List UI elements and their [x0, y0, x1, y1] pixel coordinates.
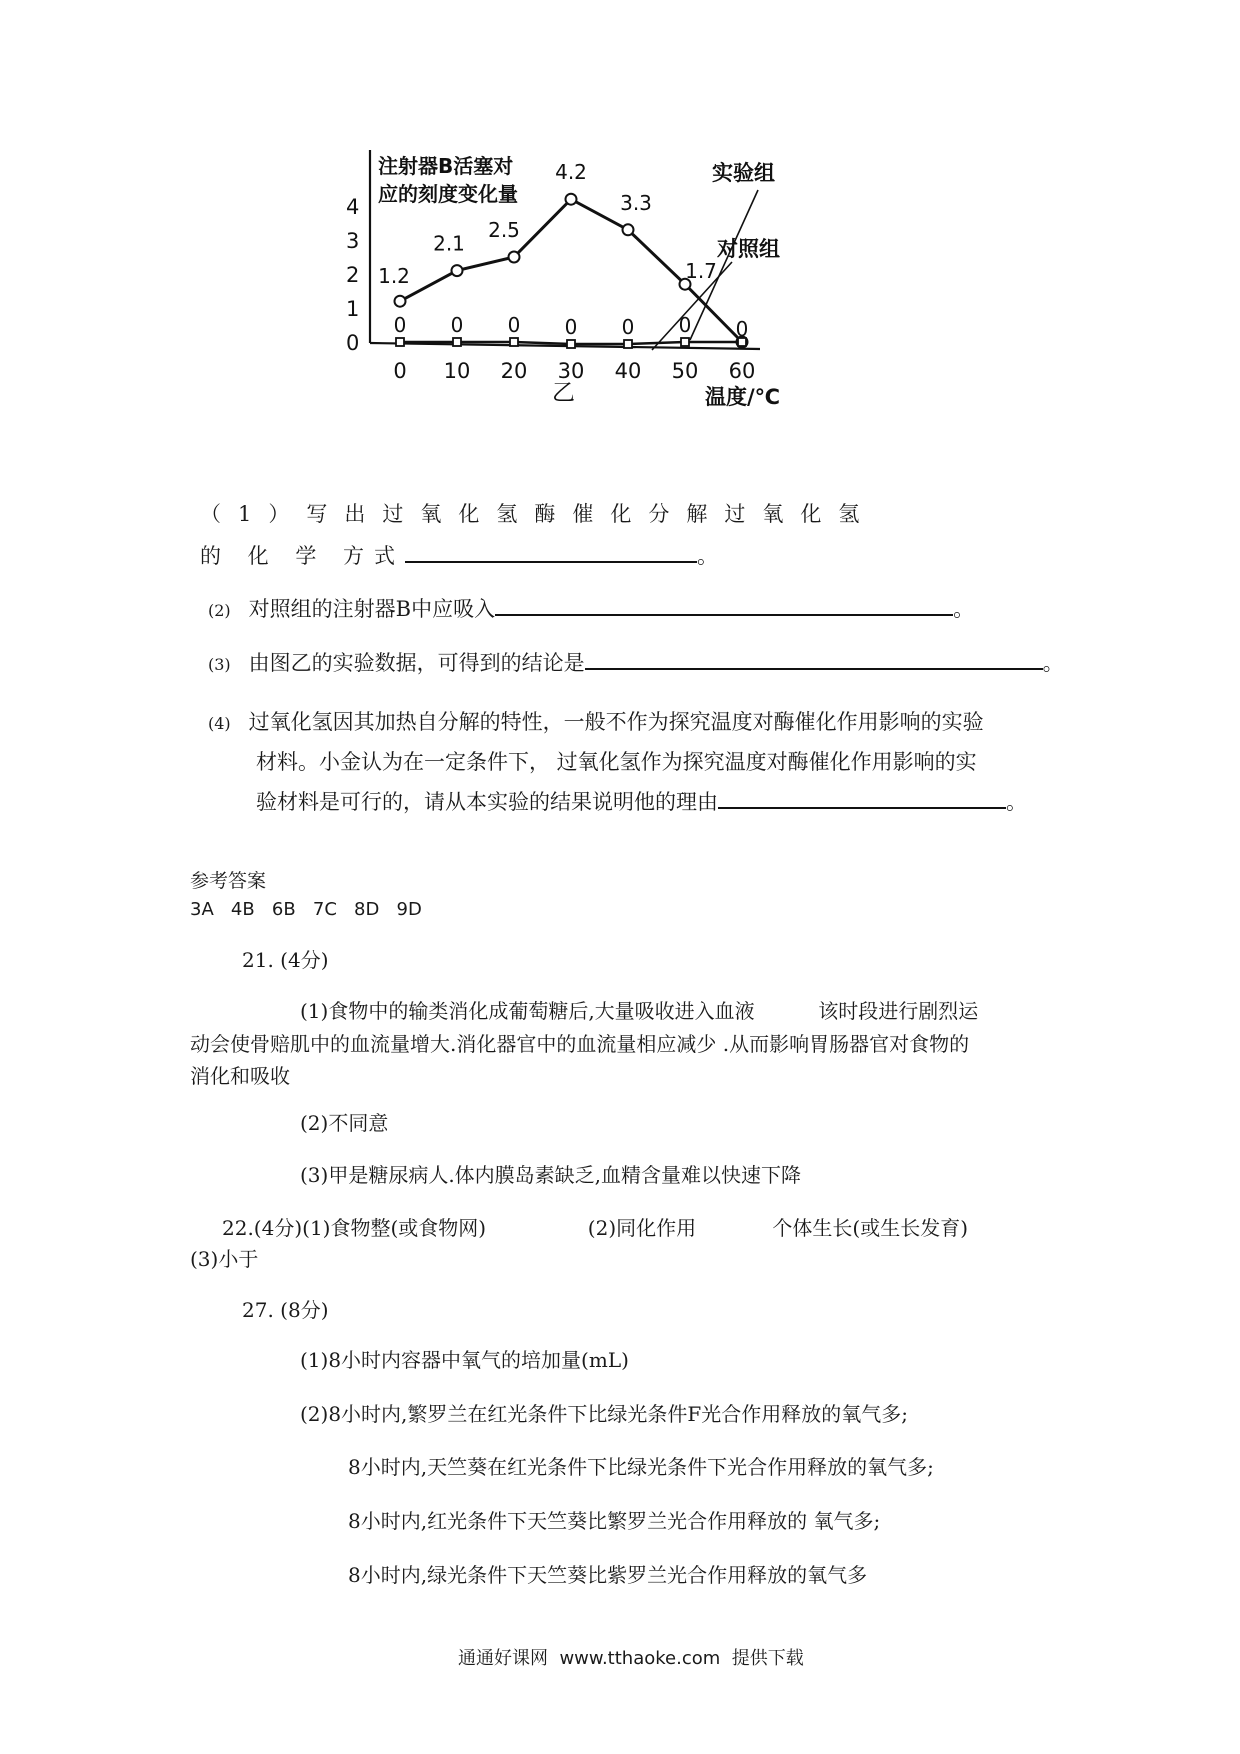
question-3	[208, 647, 1064, 677]
experimental-point	[452, 265, 463, 276]
question-3-period: 。	[1042, 651, 1064, 675]
question-4-text-3: 验材料是可行的，请从本实验的结果说明他的理由	[256, 790, 718, 814]
question-2-number: (2)	[208, 601, 231, 620]
answer-21-3: (3)甲是糖尿病人.体内膜岛素缺乏,血精含量难以快速下降	[300, 1163, 802, 1187]
page-footer: 通通好课网 www.tthaoke.com 提供下载	[458, 1648, 804, 1669]
control-data-label: 0	[393, 313, 407, 337]
control-data-label: 0	[507, 313, 521, 337]
x-tick-label: 0	[393, 359, 407, 383]
y-axis-label-line-2: 应的刻度变化量	[378, 182, 518, 206]
question-1-line-2	[200, 540, 718, 570]
experimental-data-label: 3.3	[620, 190, 652, 215]
question-4-period: 。	[1006, 790, 1027, 814]
answer-27-2: (2)8小时内,繁罗兰在红光条件下比绿光条件F光合作用释放的氧气多;	[300, 1402, 909, 1426]
question-4-number: (4)	[208, 714, 231, 733]
answer-27-3: 8小时内,天竺葵在红光条件下比绿光条件下光合作用释放的氧气多;	[348, 1455, 934, 1479]
answer-blank-3[interactable]	[585, 648, 1043, 670]
temperature-chart	[346, 150, 900, 470]
experimental-point	[509, 252, 520, 263]
answer-27-4: 8小时内,红光条件下天竺葵比繁罗兰光合作用释放的 氧气多;	[348, 1509, 881, 1533]
y-tick-label: 1	[346, 297, 360, 321]
question-4-text-1: 过氧化氢因其加热自分解的特性，一般不作为探究温度对酶催化作用影响的实验	[248, 710, 984, 734]
experimental-point	[395, 296, 406, 307]
experimental-data-label: 1.2	[378, 264, 410, 289]
control-data-label: 0	[564, 315, 578, 339]
question-2-text: 对照组的注射器B中应吸入	[248, 597, 496, 621]
x-tick-label: 40	[614, 359, 642, 383]
experimental-data-label: 0	[735, 317, 749, 341]
x-tick-label: 60	[728, 359, 756, 383]
x-tick-label: 20	[500, 359, 528, 383]
x-tick-label: 50	[671, 359, 699, 383]
question-3-text: 由图乙的实验数据，可得到的结论是	[248, 651, 585, 675]
answer-27-1: (1)8小时内容器中氧气的培加量(mL)	[300, 1348, 629, 1372]
control-point	[510, 338, 518, 346]
control-point	[453, 338, 461, 346]
control-data-label: 0	[621, 315, 635, 339]
question-1-text: 的 化 学 方式	[200, 544, 406, 568]
question-3-number: (3)	[208, 655, 231, 674]
y-tick-label: 2	[346, 263, 360, 287]
answer-blank-2[interactable]	[495, 594, 953, 616]
x-tick-label: 10	[443, 359, 471, 383]
control-point	[396, 338, 404, 346]
control-point	[681, 338, 689, 346]
y-tick-label: 3	[346, 229, 360, 253]
question-2-period: 。	[953, 597, 975, 621]
experimental-series-name: 实验组	[712, 161, 775, 185]
answer-21-1-line-1: (1)食物中的输类消化成葡萄糖后,大量吸收进入血液 该时段进行剧烈运	[300, 999, 979, 1023]
y-axis-label: 注射器B活塞对	[378, 154, 514, 178]
answer-27-heading: 27. (8分)	[242, 1298, 329, 1322]
control-point	[567, 340, 575, 348]
answers-heading: 参考答案	[190, 870, 267, 892]
answer-blank-1[interactable]	[405, 541, 697, 563]
question-1-period: 。	[697, 544, 719, 568]
answer-21-heading: 21. (4分)	[242, 948, 329, 972]
question-2	[208, 593, 974, 623]
experimental-data-label: 1.7	[685, 259, 717, 284]
answer-21-1-line-2: 动会使骨赔肌中的血流量增大.消化器官中的血流量相应减少 .从而影响胃肠器官对食物的	[190, 1032, 970, 1056]
experimental-data-label: 4.2	[555, 160, 587, 185]
answer-21-2: (2)不同意	[300, 1111, 389, 1135]
answer-blank-4[interactable]	[718, 787, 1006, 809]
answer-21-1-line-3: 消化和吸收	[190, 1064, 290, 1088]
x-axis-label: 温度/℃	[705, 385, 781, 409]
experimental-data-label: 2.5	[488, 218, 520, 242]
experimental-point	[566, 194, 577, 205]
control-data-label: 0	[678, 313, 692, 337]
answer-22-line-2: (3)小于	[190, 1247, 259, 1271]
control-data-label: 0	[450, 313, 464, 337]
question-4-line-2: 材料。小金认为在一定条件下， 过氧化氢作为探究温度对酶催化作用影响的实	[256, 750, 977, 774]
x-tick-label: 30	[557, 359, 585, 383]
experimental-point	[623, 224, 634, 235]
answer-22-line-1: 22.(4分)(1)食物整(或食物网) (2)同化作用 个体生长(或生长发育)	[222, 1216, 969, 1240]
experimental-data-label: 2.1	[433, 231, 465, 256]
answers-choices: 3A 4B 6B 7C 8D 9D	[190, 899, 422, 920]
y-tick-label: 4	[346, 195, 360, 219]
answer-27-5: 8小时内,绿光条件下天竺葵比紫罗兰光合作用释放的氧气多	[348, 1563, 868, 1587]
figure-label: 乙	[552, 380, 575, 406]
control-point	[624, 340, 632, 348]
question-4-line-1	[208, 706, 984, 736]
question-1-line-1: （1）写出过氧化氢酶催化分解过氧化氢	[200, 502, 877, 526]
question-4-line-3	[256, 786, 1027, 816]
y-tick-label: 0	[346, 331, 360, 355]
control-series-name: 对照组	[717, 237, 780, 261]
